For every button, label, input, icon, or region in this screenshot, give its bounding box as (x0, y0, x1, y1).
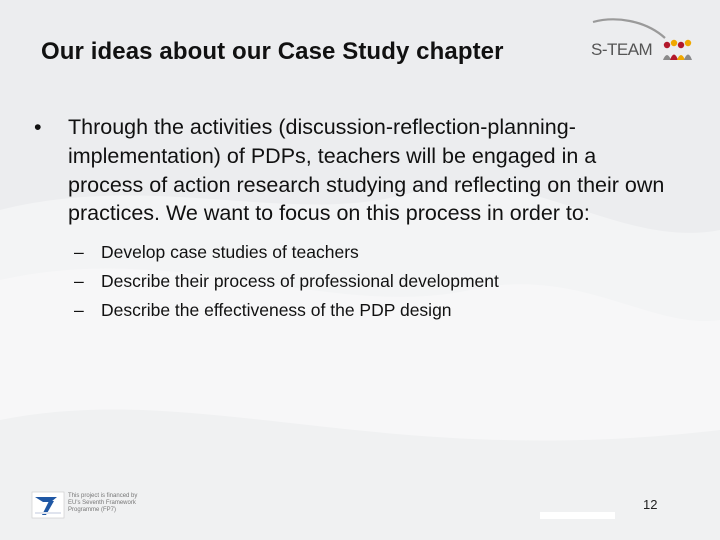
sub-bullet-text: Develop case studies of teachers (101, 242, 359, 263)
sub-bullet (74, 296, 674, 325)
logo-wordmark: S-TEAM (591, 40, 653, 59)
sub-bullet-text: Describe their process of professional development (101, 270, 499, 291)
funding-note: This project is financed by EU's Seventh Framework Programme (FP7) (68, 493, 138, 513)
bullet-marker: • (34, 115, 42, 139)
footer-bar (540, 512, 615, 519)
sub-bullet-marker: – (74, 270, 84, 291)
bullet-text: Through the activities (discussion-reflection-planning-implementation) of PDPs, teachers will be engaged in a process of action research studying and reflecting on their own practices. We want to focus on this process in order to: (68, 115, 665, 226)
sub-bullet-marker: – (74, 299, 84, 320)
main-bullet (34, 113, 674, 228)
sub-bullet-list (34, 238, 674, 324)
slide-title: Our ideas about our Case Study chapter (41, 38, 504, 65)
fp7-logo-icon (31, 491, 65, 519)
page-number: 12 (643, 497, 658, 512)
s-team-logo (585, 16, 700, 68)
sub-bullet-text: Describe the effectiveness of the PDP design (101, 299, 452, 320)
bullet-list (34, 113, 674, 325)
sub-bullet (74, 267, 674, 296)
sub-bullet (74, 238, 674, 267)
sub-bullet-marker: – (74, 242, 84, 263)
